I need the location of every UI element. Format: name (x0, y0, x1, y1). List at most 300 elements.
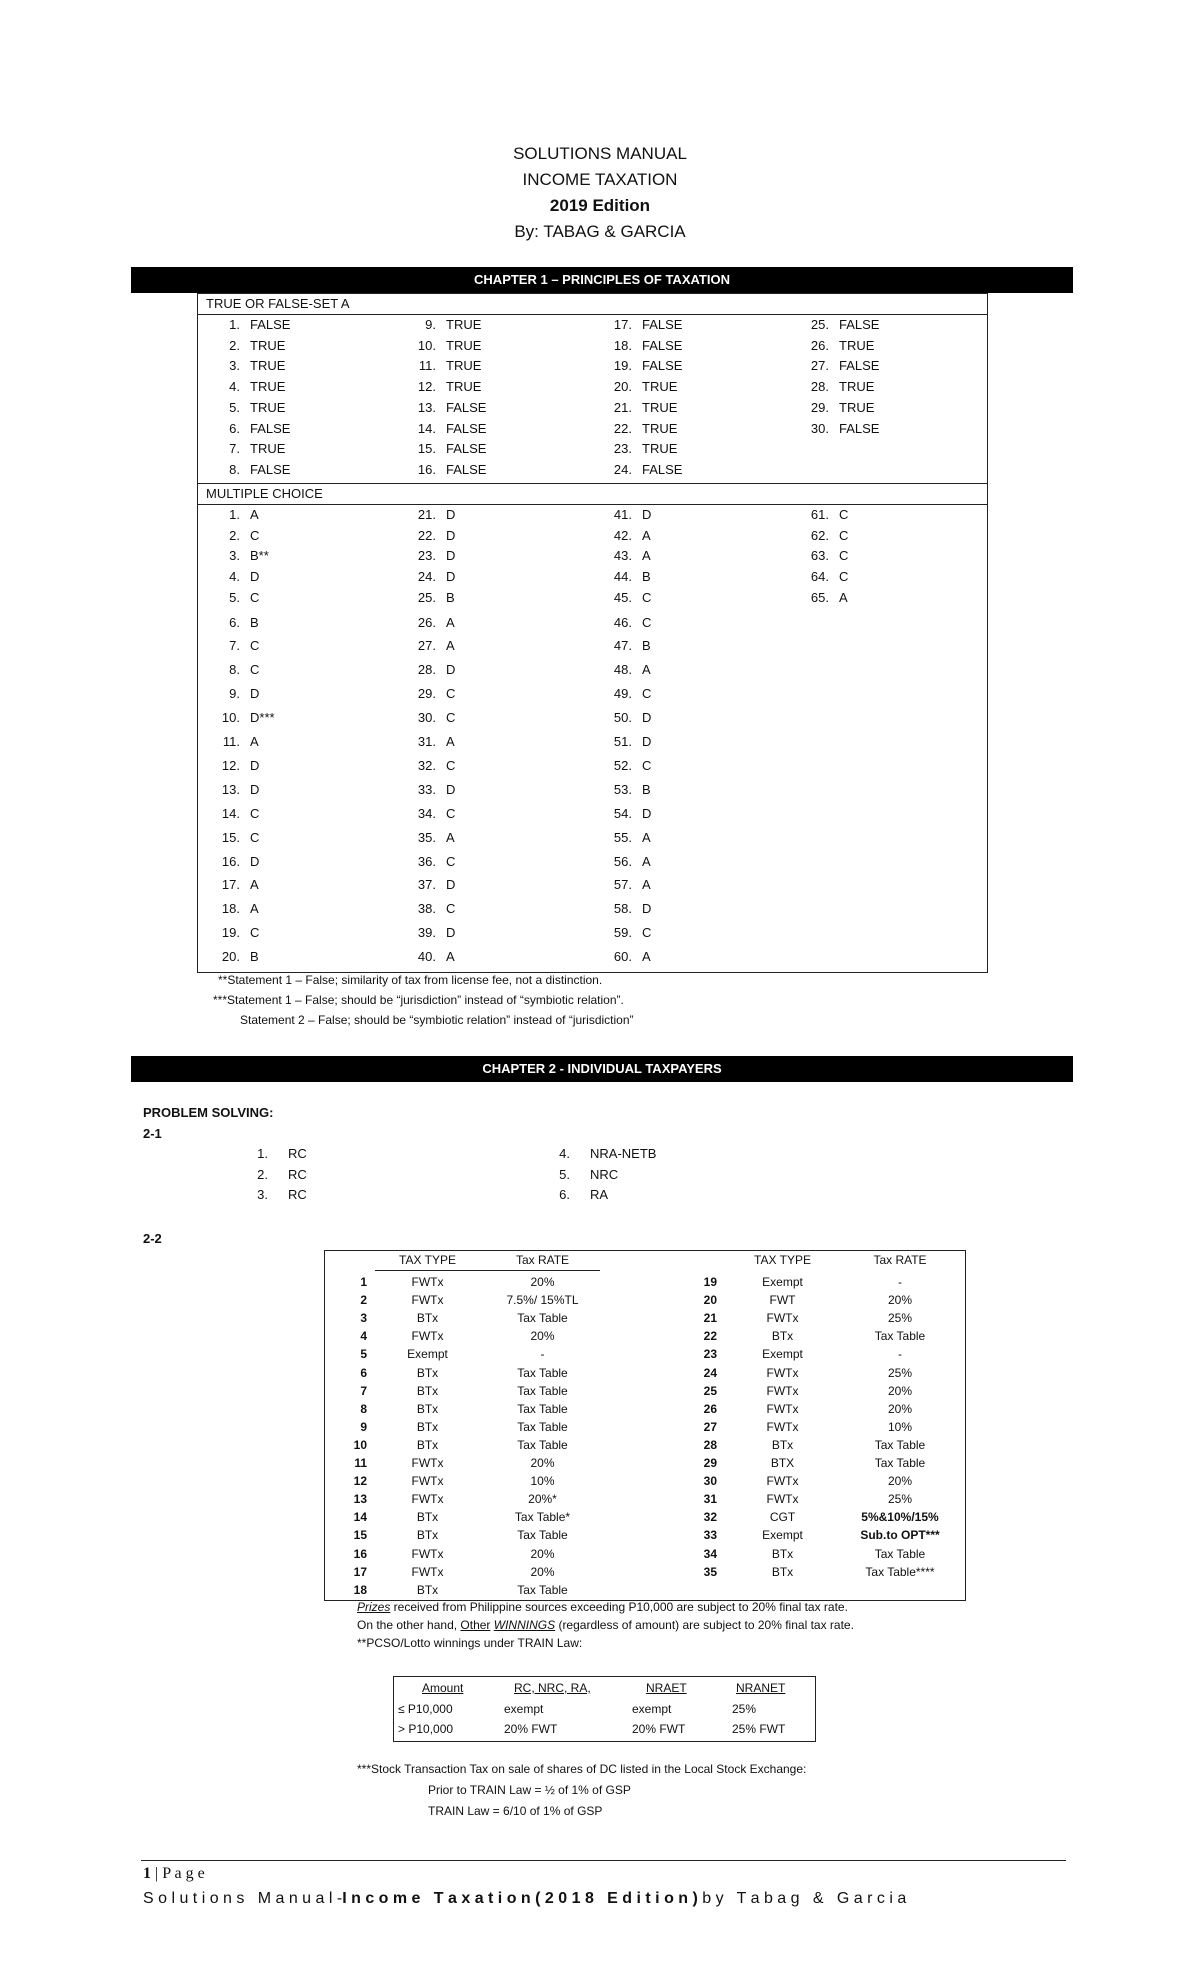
tax-row-rate: 25% (887, 1311, 913, 1326)
mc-item-answer: D (250, 757, 260, 773)
mc-item-answer: C (250, 527, 260, 543)
mc-item-number: 43. (613, 548, 632, 564)
mc-item-answer: C (446, 805, 456, 821)
mc-item-number: 11. (222, 734, 240, 749)
mc-item-number: 41. (613, 507, 632, 522)
tf-item-answer: TRUE (642, 420, 678, 436)
mc-section-label: MULTIPLE CHOICE (198, 484, 987, 505)
tax-row-type: BTx (771, 1437, 794, 1452)
mc-item-answer: A (642, 949, 651, 965)
mc-item-number: 56. (613, 853, 632, 869)
tax-row-number: 29 (703, 1456, 717, 1470)
mc-item-answer: C (250, 829, 260, 845)
tax-row-rate: Tax Table (517, 1437, 568, 1452)
tax-row-number: 16 (353, 1546, 367, 1561)
p21-item-answer: NRC (590, 1166, 619, 1182)
mc-item-answer: C (250, 638, 260, 654)
mc-item-answer: B (446, 589, 455, 605)
mc-item-number: 10. (221, 710, 240, 726)
tf-item-answer: TRUE (839, 337, 875, 353)
tf-item-answer: TRUE (642, 379, 678, 395)
tf-item-answer: TRUE (642, 399, 678, 415)
tf-item-answer: FALSE (839, 358, 880, 374)
tf-item-number: 2. (229, 337, 240, 353)
tax-row-number: 13 (353, 1492, 367, 1507)
mc-item-answer: D (446, 662, 456, 678)
tax-row-number: 6 (360, 1365, 367, 1380)
mc-item-number: 49. (613, 686, 632, 702)
tax-row-rate: 5%&10%/15% (861, 1510, 939, 1525)
tax-row-rate: Tax Table (874, 1456, 926, 1470)
tf-item-number: 19. (613, 358, 632, 374)
mc-item-answer: D (642, 507, 652, 522)
tf-item-number: 4. (229, 379, 240, 395)
mc-item-number: 59. (613, 925, 632, 941)
tax-row-rate: Tax Table (517, 1419, 568, 1434)
tax-row-rate: 25% (887, 1365, 913, 1380)
mc-item-answer: B (642, 781, 651, 797)
footer-divider (141, 1860, 1066, 1861)
tf-item-number: 12. (417, 379, 436, 395)
mc-item-answer: A (446, 829, 455, 845)
tax-row-number: 10 (353, 1437, 367, 1452)
mc-item-number: 42. (613, 527, 632, 543)
mc-item-answer: A (642, 853, 651, 869)
mc-item-answer: B (250, 614, 259, 630)
tax-row-type: Exempt (762, 1275, 803, 1289)
tf-item-number: 23. (613, 441, 632, 457)
mc-item-answer: D (642, 710, 652, 726)
tf-item-number: 17. (613, 317, 632, 332)
mc-item-answer: C (446, 710, 456, 726)
tax-row-type: BTx (771, 1564, 794, 1579)
tax-row-rate: Tax Table (874, 1546, 926, 1561)
pcso-cell: > P10,000 (398, 1722, 454, 1736)
tf-item-answer: FALSE (839, 420, 880, 436)
tf-item-number: 29. (810, 399, 829, 415)
mc-item-answer: A (250, 507, 259, 522)
tf-item-number: 5. (229, 399, 240, 415)
footer-text: S o l u t i o n s M a n u a l -I n c o m e T a x a t i o n ( 2 0 1 8 E d i t i o n ) b y T a b a g & G a r c i a (143, 1890, 907, 1907)
pcso-header: Amount (422, 1681, 464, 1695)
tf-item-answer: FALSE (642, 358, 683, 374)
mc-item-number: 34. (417, 805, 436, 821)
tax-header-rule (375, 1270, 600, 1271)
mc-item-number: 62. (810, 527, 829, 543)
mc-item-number: 32. (417, 757, 436, 773)
tax-row-rate: Tax Table (874, 1437, 926, 1452)
p21-item-number: 5. (559, 1166, 570, 1182)
tax-row-number: 35 (703, 1564, 717, 1579)
mc-item-number: 19. (221, 925, 240, 941)
tf-item-number: 3. (229, 358, 240, 374)
tax-row-type: BTx (416, 1419, 439, 1434)
tf-item-number: 9. (425, 317, 436, 332)
tax-row-number: 1 (360, 1275, 367, 1289)
mc-item-number: 52. (613, 757, 632, 773)
tax-row-type: FWTx (766, 1401, 799, 1416)
mc-item-answer: A (446, 734, 455, 749)
tax-row-type: Exempt (407, 1347, 448, 1362)
tax-row-number: 17 (353, 1564, 367, 1579)
mc-item-answer: D (250, 569, 260, 585)
tax-header-rate: Tax RATE (873, 1253, 927, 1267)
tax-row-rate: Tax Table (517, 1401, 568, 1416)
pcso-cell: 25% FWT (732, 1722, 786, 1736)
footnote: **Statement 1 – False; similarity of tax from license fee, not a distinction. (218, 973, 603, 987)
note-prizes: Prizes received from Philippine sources exceeding P10,000 are subject to 20% final tax rate. (357, 1600, 848, 1614)
tax-row-rate: Sub.to OPT*** (860, 1528, 940, 1543)
mc-item-number: 8. (229, 662, 240, 678)
tax-row-type: FWTx (766, 1419, 799, 1434)
tf-answers (198, 315, 987, 484)
tax-row-number: 21 (703, 1311, 717, 1326)
mc-item-number: 45. (613, 589, 632, 605)
mc-item-number: 57. (613, 877, 632, 893)
tax-row-type: BTx (416, 1383, 439, 1398)
mc-item-answer: A (642, 877, 651, 893)
mc-item-number: 51. (613, 734, 632, 749)
mc-item-answer: D (250, 781, 260, 797)
pcso-cell: exempt (632, 1702, 672, 1716)
mc-item-answer: C (250, 805, 260, 821)
tax-row-rate: - (898, 1275, 902, 1289)
problem-2-2-label: 2-2 (143, 1231, 162, 1246)
tf-item-answer: FALSE (446, 399, 487, 415)
tax-row-rate: 10% (530, 1474, 555, 1489)
mc-answers (198, 505, 987, 971)
tax-row-type: BTx (416, 1365, 439, 1380)
mc-item-number: 35. (417, 829, 436, 845)
tax-row-type: CGT (769, 1510, 796, 1525)
tax-row-rate: 20% (530, 1546, 555, 1561)
doc-title: SOLUTIONS MANUAL (513, 144, 687, 163)
mc-item-number: 53. (613, 781, 632, 797)
tax-row-number: 2 (360, 1293, 367, 1308)
mc-item-answer: D (446, 569, 456, 585)
tax-row-number: 12 (353, 1474, 367, 1489)
mc-item-answer: A (250, 877, 259, 893)
mc-item-answer: C (839, 569, 849, 585)
tax-row-type: FWTx (766, 1492, 799, 1507)
mc-item-answer: D (446, 507, 456, 522)
mc-item-answer: A (446, 614, 455, 630)
tf-item-answer: TRUE (250, 358, 286, 374)
mc-item-answer: D (446, 781, 456, 797)
mc-item-number: 5. (229, 589, 240, 605)
mc-item-number: 61. (810, 507, 829, 522)
mc-item-answer: C (250, 925, 260, 941)
tax-row-rate: 20% (530, 1275, 555, 1289)
mc-item-answer: C (250, 662, 260, 678)
doc-subject: INCOME TAXATION (522, 170, 678, 189)
problem-2-1-answers (0, 1146, 1200, 1206)
tf-item-number: 8. (229, 461, 240, 477)
tax-row-number: 8 (360, 1401, 367, 1416)
mc-item-answer: A (642, 548, 651, 564)
mc-item-answer: A (839, 589, 848, 605)
tax-row-type: FWTx (766, 1311, 799, 1326)
tf-item-answer: TRUE (446, 317, 482, 332)
mc-item-number: 16. (221, 853, 240, 869)
tf-item-number: 26. (810, 337, 829, 353)
tax-header-rate: Tax RATE (515, 1253, 570, 1267)
mc-item-number: 30. (417, 710, 436, 726)
tax-row-type: BTX (770, 1456, 795, 1470)
mc-item-answer: D (250, 853, 260, 869)
tf-item-answer: TRUE (839, 399, 875, 415)
mc-item-number: 44. (613, 569, 632, 585)
tax-row-number: 15 (353, 1528, 367, 1543)
tf-item-answer: TRUE (446, 358, 482, 374)
mc-item-number: 15. (221, 829, 240, 845)
mc-item-answer: C (642, 589, 652, 605)
mc-item-number: 60. (613, 949, 632, 965)
tax-row-number: 4 (360, 1329, 367, 1344)
p21-item-answer: RC (288, 1146, 307, 1161)
tax-row-rate: 20% (887, 1293, 913, 1308)
mc-item-number: 25. (417, 589, 436, 605)
tax-row-rate: 20% (887, 1383, 913, 1398)
tax-row-type: BTx (416, 1510, 439, 1525)
p21-item-answer: RC (288, 1187, 307, 1203)
mc-item-number: 31. (417, 734, 436, 749)
chapter1-title: CHAPTER 1 – PRINCIPLES OF TAXATION (131, 267, 1073, 293)
tax-row-type: FWTx (411, 1329, 444, 1344)
mc-item-number: 24. (417, 569, 436, 585)
tax-row-number: 31 (703, 1492, 717, 1507)
mc-item-number: 64. (810, 569, 829, 585)
mc-item-number: 65. (810, 589, 829, 605)
mc-item-number: 47. (613, 638, 632, 654)
tax-row-type: BTx (416, 1437, 439, 1452)
tf-item-number: 10. (417, 337, 436, 353)
pcso-header: NRAET (646, 1681, 687, 1695)
tax-row-rate: 20% (530, 1456, 555, 1470)
tax-row-type: FWT (769, 1293, 796, 1308)
mc-item-number: 18. (221, 901, 240, 917)
tax-row-type: FWTx (411, 1275, 444, 1289)
mc-item-answer: C (446, 757, 456, 773)
tax-row-number: 26 (703, 1401, 717, 1416)
tf-item-number: 18. (613, 337, 632, 353)
tf-item-number: 20. (613, 379, 632, 395)
tax-row-type: FWTx (411, 1456, 444, 1470)
tax-header-type: TAX TYPE (754, 1253, 811, 1267)
note-stock-transaction: ***Stock Transaction Tax on sale of shares of DC listed in the Local Stock Exchange: (357, 1762, 807, 1776)
mc-item-answer: A (642, 527, 651, 543)
tax-row-type: FWTx (411, 1492, 444, 1507)
tax-row-rate: Tax Table (517, 1528, 568, 1543)
mc-item-answer: D (642, 734, 652, 749)
tax-row-type: BTx (416, 1528, 439, 1543)
p21-item-number: 1. (257, 1146, 268, 1161)
tax-row-number: 34 (703, 1546, 717, 1561)
tax-row-number: 32 (703, 1510, 717, 1525)
tax-row-number: 14 (353, 1510, 367, 1525)
doc-edition: 2019 Edition (549, 196, 651, 215)
mc-item-number: 28. (417, 662, 436, 678)
tf-item-answer: TRUE (839, 379, 875, 395)
p21-item-number: 4. (559, 1146, 570, 1161)
mc-item-number: 7. (229, 638, 240, 654)
tf-item-number: 11. (418, 358, 436, 374)
tax-row-number: 23 (703, 1347, 717, 1362)
pcso-header: RC, NRC, RA, (514, 1681, 591, 1695)
mc-item-answer: A (250, 734, 259, 749)
p21-item-answer: RC (288, 1166, 307, 1182)
mc-item-number: 33. (417, 781, 436, 797)
mc-item-answer: D (446, 925, 456, 941)
tax-row-type: BTx (771, 1546, 794, 1561)
tax-row-type: FWTx (411, 1474, 444, 1489)
tf-item-answer: TRUE (250, 337, 286, 353)
tax-row-type: FWTx (766, 1474, 799, 1489)
mc-item-answer: D*** (250, 710, 275, 726)
mc-item-answer: C (446, 686, 456, 702)
mc-item-number: 12. (221, 757, 240, 773)
tax-row-rate: Tax Table (874, 1329, 926, 1344)
mc-item-number: 29. (417, 686, 436, 702)
tax-row-type: FWTx (411, 1293, 444, 1308)
mc-item-answer: C (839, 527, 849, 543)
mc-item-number: 4. (229, 569, 240, 585)
tf-section-label: TRUE OR FALSE-SET A (198, 294, 987, 315)
tf-item-answer: FALSE (642, 337, 683, 353)
chapter2-title: CHAPTER 2 - INDIVIDUAL TAXPAYERS (131, 1056, 1073, 1082)
mc-item-number: 9. (229, 686, 240, 702)
tax-row-type: BTx (416, 1582, 439, 1597)
tf-item-number: 6. (229, 420, 240, 436)
tf-item-answer: TRUE (642, 441, 678, 457)
tf-item-number: 14. (417, 420, 436, 436)
pcso-cell: exempt (504, 1702, 544, 1716)
tf-item-answer: FALSE (250, 317, 291, 332)
p21-item-number: 2. (257, 1166, 268, 1182)
tax-row-number: 19 (703, 1275, 717, 1289)
mc-item-number: 37. (417, 877, 436, 893)
mc-item-answer: A (446, 638, 455, 654)
tf-item-number: 30. (810, 420, 829, 436)
note-pcso: **PCSO/Lotto winnings under TRAIN Law: (357, 1636, 583, 1650)
mc-item-answer: D (642, 901, 652, 917)
mc-item-number: 3. (229, 548, 240, 564)
mc-item-number: 6. (229, 614, 240, 630)
pcso-cell: 20% FWT (632, 1722, 686, 1736)
tax-row-number: 3 (360, 1311, 367, 1326)
tax-header-type: TAX TYPE (399, 1253, 456, 1267)
mc-item-answer: A (446, 949, 455, 965)
tax-row-rate: Tax Table (517, 1365, 568, 1380)
mc-item-number: 20. (221, 949, 240, 965)
mc-item-number: 2. (229, 527, 240, 543)
tf-item-answer: TRUE (446, 337, 482, 353)
tf-item-number: 24. (613, 461, 632, 477)
tax-row-type: BTx (771, 1329, 794, 1344)
mc-item-number: 27. (417, 638, 436, 654)
mc-item-answer: C (642, 686, 652, 702)
mc-item-number: 48. (613, 662, 632, 678)
mc-item-answer: B (642, 638, 651, 654)
mc-item-answer: C (642, 757, 652, 773)
note-other-winnings: On the other hand, Other WINNINGS (regardless of amount) are subject to 20% final tax rate. (357, 1618, 854, 1632)
pcso-table (393, 1676, 816, 1742)
tax-row-rate: 25% (887, 1492, 913, 1507)
mc-item-answer: C (642, 925, 652, 941)
tax-row-number: 20 (703, 1293, 717, 1308)
mc-item-number: 40. (417, 949, 436, 965)
tax-row-type: FWTx (411, 1546, 444, 1561)
mc-item-number: 50. (613, 710, 632, 726)
mc-item-number: 13. (221, 781, 240, 797)
tf-item-number: 28. (810, 379, 829, 395)
tf-item-answer: TRUE (250, 441, 286, 457)
mc-item-answer: D (446, 548, 456, 564)
tax-row-number: 33 (703, 1528, 717, 1543)
mc-item-number: 26. (417, 614, 436, 630)
pcso-cell: 25% (732, 1702, 757, 1716)
mc-item-answer: C (642, 614, 652, 630)
tax-row-rate: 20% (530, 1564, 555, 1579)
mc-item-number: 21. (417, 507, 436, 522)
tax-row-rate: Tax Table* (514, 1510, 571, 1525)
mc-item-answer: D (250, 686, 260, 702)
pcso-header: NRANET (736, 1681, 786, 1695)
mc-item-number: 39. (417, 925, 436, 941)
tax-row-type: FWTx (766, 1383, 799, 1398)
tax-row-type: BTx (416, 1401, 439, 1416)
chapter1-answer-box (197, 293, 988, 973)
tax-row-number: 27 (703, 1419, 717, 1434)
tf-item-number: 7. (229, 441, 240, 457)
tax-row-rate: - (898, 1347, 902, 1362)
mc-item-answer: C (839, 507, 849, 522)
tf-item-answer: FALSE (250, 461, 291, 477)
mc-item-answer: A (250, 901, 259, 917)
p21-item-answer: NRA-NETB (590, 1146, 657, 1161)
mc-item-number: 22. (417, 527, 436, 543)
tax-row-rate: Tax Table (517, 1582, 568, 1597)
tax-row-type: BTx (416, 1311, 439, 1326)
mc-item-number: 58. (613, 901, 632, 917)
tf-item-number: 13. (417, 399, 436, 415)
mc-item-number: 46. (613, 614, 632, 630)
tax-row-rate: 20% (887, 1474, 913, 1489)
note-train: TRAIN Law = 6/10 of 1% of GSP (428, 1804, 603, 1818)
tax-row-rate: 20%* (528, 1492, 557, 1507)
mc-item-answer: C (839, 548, 849, 564)
tax-row-type: Exempt (762, 1528, 803, 1543)
tf-item-answer: TRUE (446, 379, 482, 395)
tax-row-type: Exempt (762, 1347, 803, 1362)
tf-item-answer: TRUE (250, 379, 286, 395)
mc-item-answer: C (446, 853, 456, 869)
tf-item-number: 15. (417, 441, 436, 457)
mc-item-number: 55. (613, 829, 632, 845)
tf-item-number: 25. (810, 317, 829, 332)
p21-item-number: 6. (559, 1187, 570, 1203)
tax-row-number: 9 (360, 1419, 367, 1434)
mc-item-answer: D (642, 805, 652, 821)
tax-row-rate: 20% (887, 1401, 913, 1416)
mc-item-answer: B (642, 569, 651, 585)
pcso-cell: 20% FWT (504, 1722, 558, 1736)
tax-row-type: FWTx (411, 1564, 444, 1579)
mc-item-answer: A (642, 662, 651, 678)
mc-item-number: 63. (810, 548, 829, 564)
tf-item-number: 27. (810, 358, 829, 374)
tax-row-type: FWTx (766, 1365, 799, 1380)
